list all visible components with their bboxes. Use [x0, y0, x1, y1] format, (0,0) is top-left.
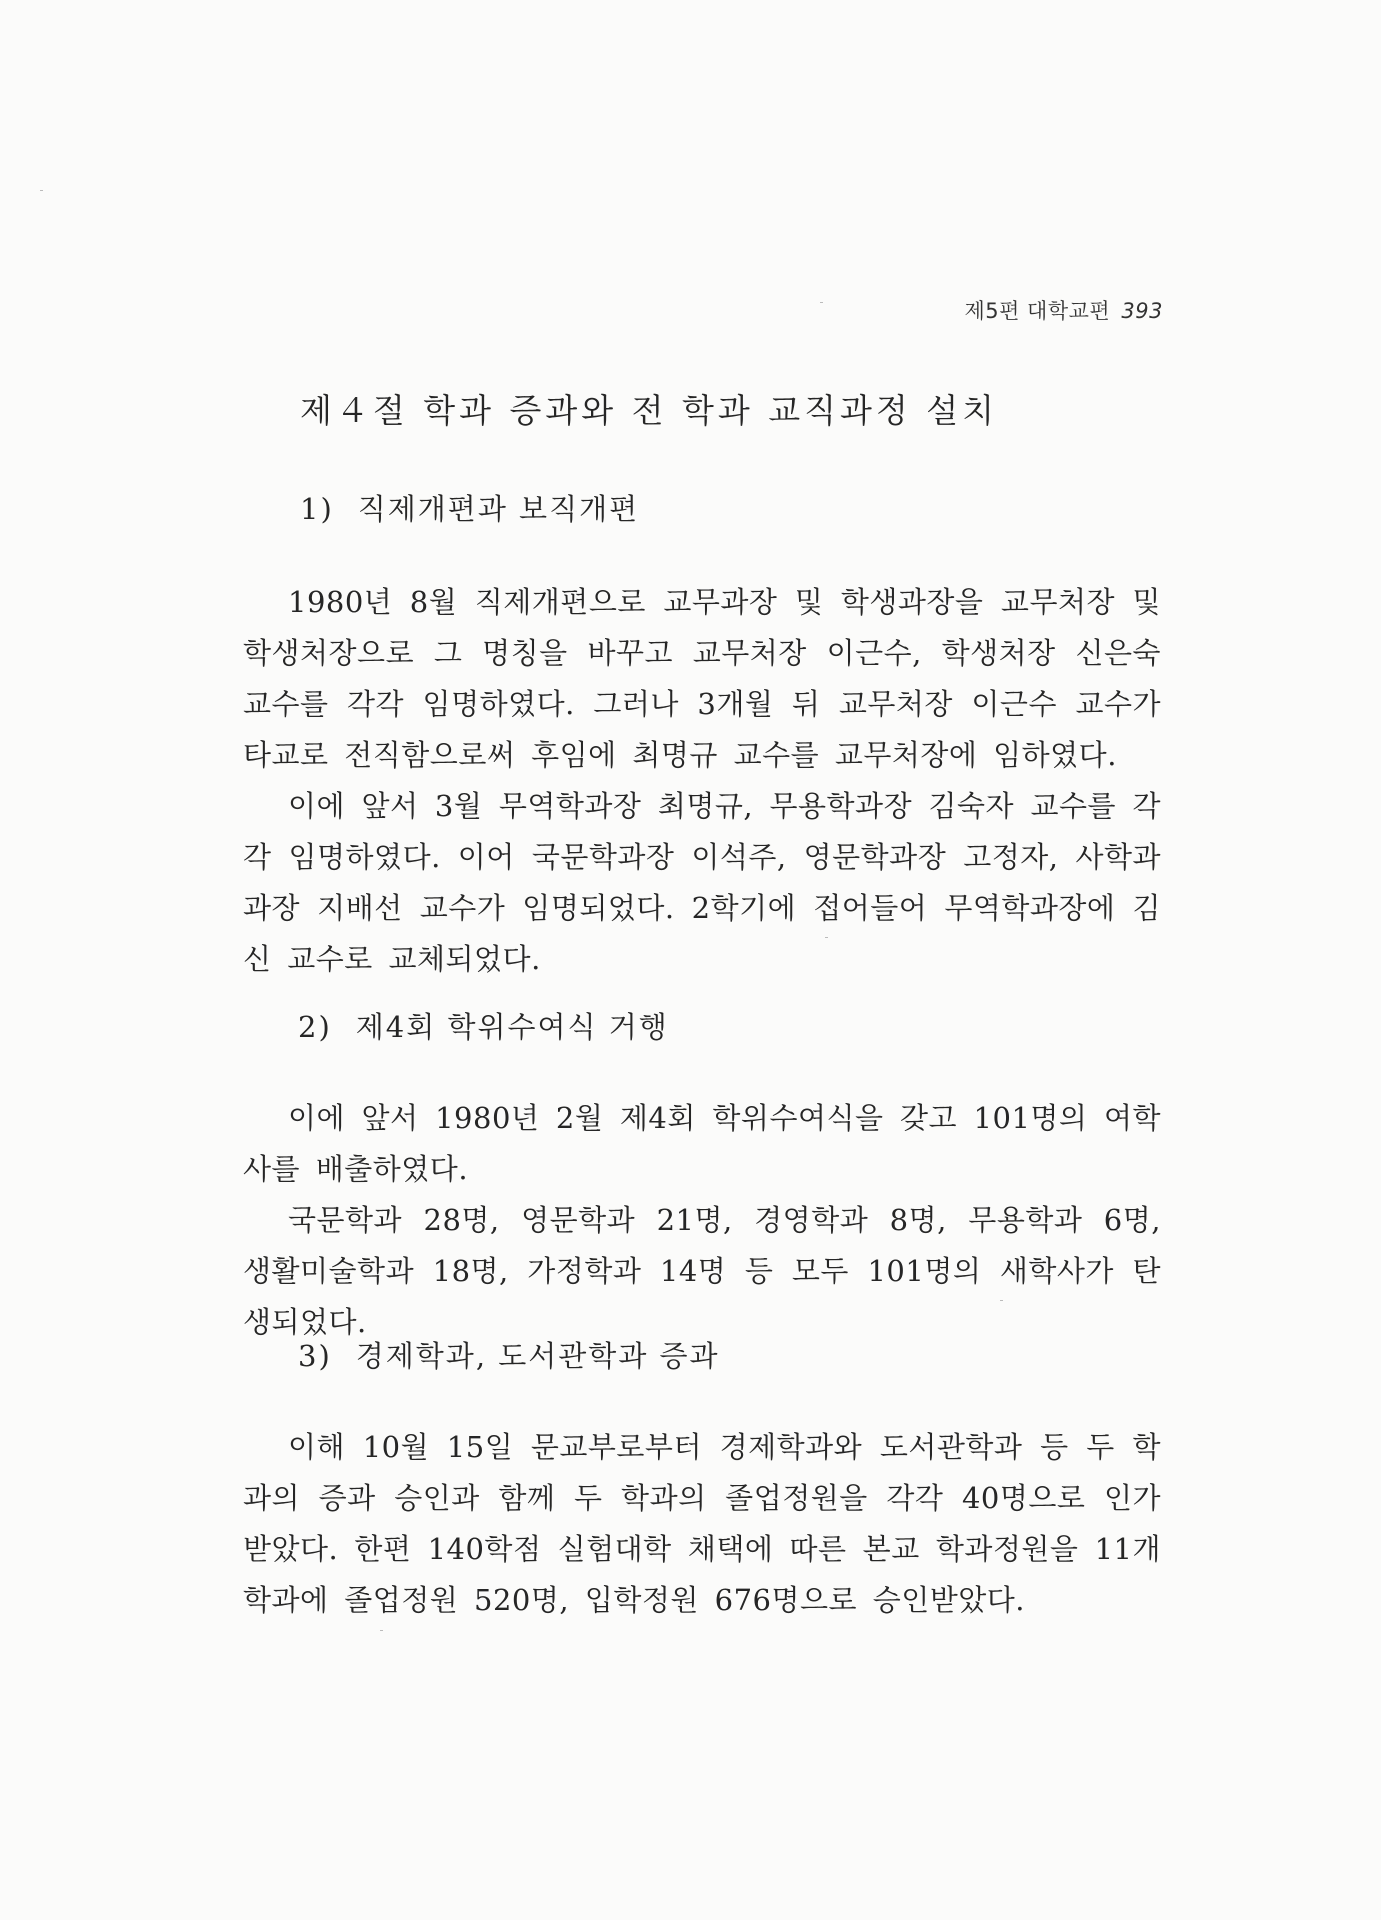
- subsection-2-heading: [298, 1005, 669, 1046]
- subsection-3-number: 3): [298, 1339, 332, 1373]
- paragraph: 이해 10월 15일 문교부로부터 경제학과와 도서관학과 등 두 학과의 증과 승인과 함께 두 학과의 졸업정원을 각각 40명으로 인가받았다. 한편 140학점 실험대학 채택에 따른 본교 학과정원을 11개 학과에 졸업정원 520명, 입학정원 676명으로 승인받았다.: [243, 1430, 1161, 1617]
- subsection-1-title: 직제개편과 보직개편: [357, 492, 640, 526]
- section-title: 제４절 학과 증과와 전 학과 교직과정 설치: [300, 391, 998, 430]
- subsection-1-number: 1): [300, 492, 334, 526]
- subsection-2-body: [243, 1093, 1161, 1348]
- scan-speck: [1000, 1300, 1003, 1301]
- paragraph: 이에 앞서 1980년 2월 제4회 학위수여식을 갖고 101명의 여학사를 배출하였다.: [243, 1101, 1161, 1186]
- subsection-3-heading: [298, 1334, 720, 1375]
- page-header: [964, 295, 1163, 325]
- subsection-1-body: [243, 577, 1161, 985]
- subsection-3-title: 경제학과, 도서관학과 증과: [355, 1339, 720, 1373]
- paragraph: 국문학과 28명, 영문학과 21명, 경영학과 8명, 무용학과 6명, 생활미술학과 18명, 가정학과 14명 등 모두 101명의 새학사가 탄생되었다.: [243, 1203, 1161, 1339]
- scan-speck: [825, 937, 828, 938]
- scan-speck: [380, 1630, 383, 1631]
- paragraph: 이에 앞서 3월 무역학과장 최명규, 무용학과장 김숙자 교수를 각각 임명하였다. 이어 국문학과장 이석주, 영문학과장 고정자, 사학과과장 지배선 교수가 임명되었다. 2학기에 접어들어 무역학과장에 김 신 교수로 교체되었다.: [243, 789, 1161, 976]
- paragraph: 1980년 8월 직제개편으로 교무과장 및 학생과장을 교무처장 및 학생처장으로 그 명칭을 바꾸고 교무처장 이근수, 학생처장 신은숙 교수를 각각 임명하였다. 그러나 3개월 뒤 교무처장 이근수 교수가 타교로 전직함으로써 후임에 최명규 교수를 교무처장에 임하였다.: [243, 585, 1161, 772]
- page-number: 393: [1121, 299, 1163, 323]
- scan-speck: [40, 190, 43, 191]
- subsection-2-title: 제4회 학위수여식 거행: [355, 1010, 669, 1044]
- subsection-1-heading: [300, 487, 639, 528]
- subsection-2-number: 2): [298, 1010, 332, 1044]
- part-title: 제5편 대학교편: [964, 299, 1111, 323]
- subsection-3-body: [243, 1422, 1161, 1626]
- scan-speck: [820, 302, 823, 303]
